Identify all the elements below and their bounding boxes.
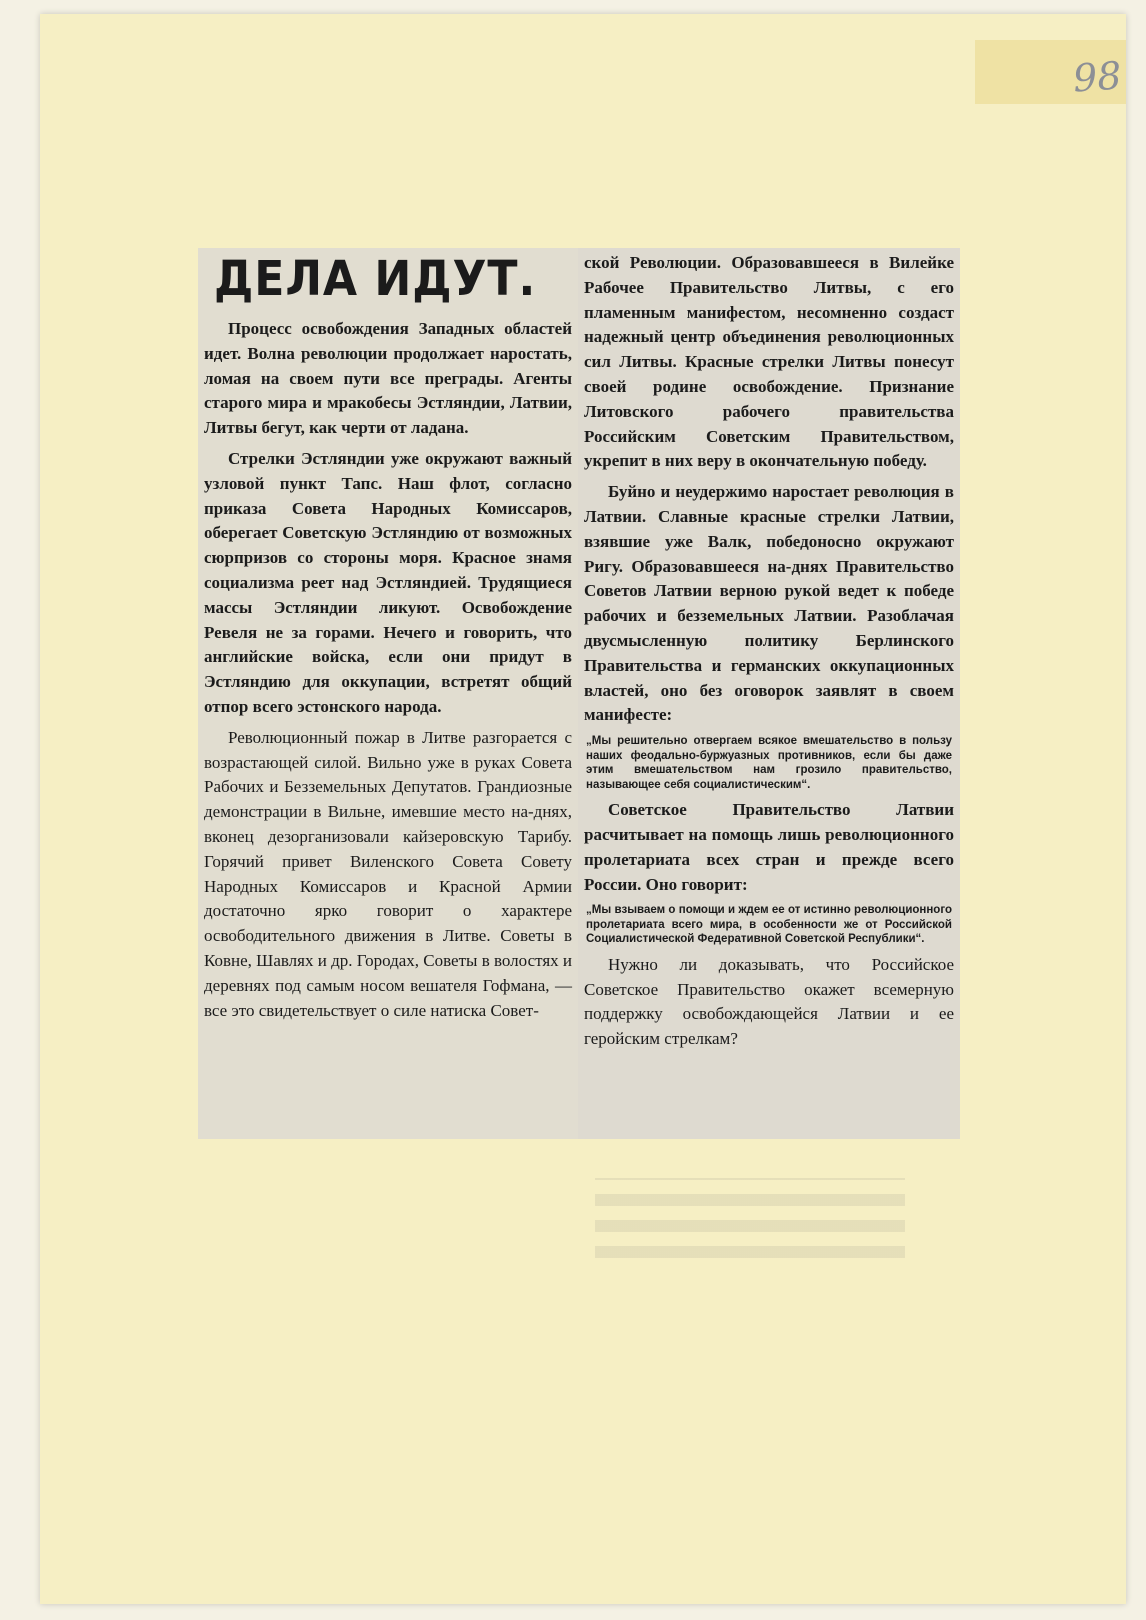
faded-stamp <box>595 1178 905 1258</box>
article-paragraph: Революционный пожар в Литве разгорается с возрастающей силой. Вильно уже в руках Совета Рабочих и Безземельных Депутатов. Грандиозные демонстрации в Вильне, имевшие место на-днях, вконец дезорганизовали кайзеровскую Тарибу. Горячий привет Виленского Совета Совету Народных Комиссаров и Красной Армии достаточно ярко говорит о характере освободительного движения в Литве. Советы в Ковне, Шавлях и др. Городах, Советы в волостях и деревнях под самым носом вешателя Гофмана, — все это свидетельствует о силе натиска Совет- <box>204 727 572 1020</box>
article-paragraph: Буйно и неудержимо наростает революция в Латвии. Славные красные стрелки Латвии, взявшие уже Валк, победоносно окружают Ригу. Образовавшееся на-днях Правительство Советов Латвии верною рукой ведет к победе рабочих и безземельных Латвии. Разоблачая двусмысленную политику Берлинского Правительства и германских оккупационных властей, оно без оговорок заявлят в своем манифесте: <box>584 482 954 725</box>
clipping-left-column <box>198 248 578 1139</box>
article-paragraph: Нужно ли доказывать, что Российское Советское Правительство окажет всемерную поддержку освобождающейся Латвии и ее геройским стрелкам? <box>584 954 954 1049</box>
clipping-right-column <box>578 248 960 1139</box>
manifesto-quote: „Мы решительно отвергаем всякое вмешательство в пользу наших феодально-буржуазных противников, если бы даже этим вмешательством нам грозило правительство, называющее себя социалистическим“. <box>586 735 952 791</box>
article-paragraph: Стрелки Эстляндии уже окружают важный узловой пункт Тапс. Наш флот, согласно приказа Совета Народных Комиссаров, оберегает Советскую Эстляндию от возможных сюрпризов со стороны моря. Красное знамя социализма реет над Эстляндией. Трудящиеся массы Эстляндии ликуют. Освобождение Ревеля не за горами. Нечего и говорить, что английские войска, если они придут в Эстляндию для оккупации, встретят общий отпор всего эстонского народа. <box>204 448 572 716</box>
article-paragraph: Процесс освобождения Западных областей идет. Волна революции продолжает наростать, ломая на своем пути все преграды. Агенты старого мира и мракобесы Эстляндии, Латвии, Литвы бегут, как черти от ладана. <box>204 319 572 438</box>
article-headline: ДЕЛА ИДУТ. <box>214 251 537 307</box>
manifesto-quote: „Мы взываем о помощи и ждем ее от истинно революционного пролетариата всего мира, в особенности же от Российской Социалистической Федеративной Советской Республики“. <box>586 904 952 946</box>
article-paragraph: Советское Правительство Латвии расчитывает на помощь лишь революционного пролетариата всех стран и прежде всего России. Оно говорит: <box>584 800 954 894</box>
page-number: 98 <box>1071 53 1123 101</box>
article-paragraph: ской Революции. Образовавшееся в Вилейке Рабочее Правительство Литвы, с его пламенным манифестом, несомненно создаст надежный центр объединения революционных сил Литвы. Красные стрелки Литвы понесут своей родине освобождение. Признание Литовского рабочего правительства Российским Советским Правительством, укрепит в них веру в окончательную победу. <box>584 253 954 471</box>
